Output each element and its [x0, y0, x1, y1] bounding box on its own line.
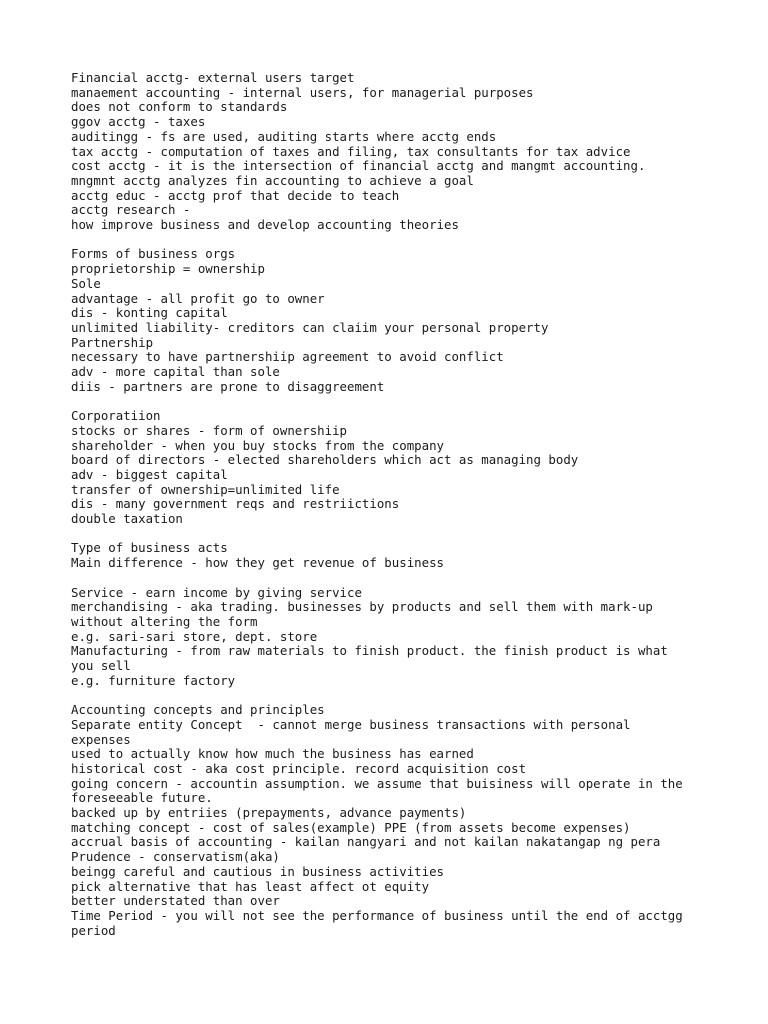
blank-line [71, 233, 696, 248]
text-line: going concern - accountin assumption. we assume that buisiness will operate in the [71, 775, 683, 791]
text-line: you sell [71, 658, 131, 674]
text-line: auditingg - fs are used, auditing starts where acctg ends [71, 128, 497, 144]
text-line: foreseeable future. [71, 790, 213, 806]
blank-line [71, 394, 696, 409]
text-line: cost acctg - it is the intersection of financial acctg and mangmt accounting. [71, 158, 646, 174]
text-line: used to actually know how much the business has earned [71, 746, 474, 762]
text-line: unlimited liability- creditors can claiim your personal property [71, 319, 549, 335]
text-line: double taxation [71, 511, 183, 527]
text-line: Main difference - how they get revenue of business [71, 555, 444, 571]
text-line: Separate entity Concept - cannot merge business transactions with personal [71, 716, 631, 732]
text-line: without altering the form [71, 613, 258, 629]
document-page [71, 71, 696, 938]
text-line: dis - konting capital [71, 305, 228, 321]
text-line: mngmnt acctg analyzes fin accounting to achieve a goal [71, 172, 474, 188]
text-line: e.g. sari-sari store, dept. store [71, 628, 318, 644]
section-heading: Corporatiion [71, 408, 161, 424]
text-line: backed up by entriies (prepayments, advance payments) [71, 805, 467, 821]
text-line: Service - earn income by giving service [71, 584, 362, 600]
text-line: matching concept - cost of sales(example) PPE (from assets become expenses) [71, 819, 631, 835]
text-line: stocks or shares - form of ownershiip [71, 422, 348, 438]
text-line: e.g. furniture factory [71, 672, 236, 688]
section-heading: Forms of business orgs [71, 246, 236, 262]
text-line: acctg research - [71, 202, 191, 218]
text-line: Time Period - you will not see the performance of business until the end of acctgg [71, 908, 683, 923]
text-line: does not conform to standards [71, 99, 288, 115]
text-line: diis - partners are prone to disaggreement [71, 378, 385, 394]
text-line: merchandising - aka trading. businesses by products and sell them with mark-up [71, 599, 653, 615]
text-line: Sole [71, 275, 101, 291]
text-line: dis - many government reqs and restriictions [71, 496, 400, 512]
text-line: transfer of ownership=unlimited life [71, 481, 340, 497]
text-line: proprietorship = ownership [71, 261, 265, 277]
text-line: pick alternative that has least affect ot equity [71, 878, 430, 894]
text-line: shareholder - when you buy stocks from the company [71, 437, 444, 453]
blank-line [71, 527, 696, 542]
text-line: historical cost - aka cost principle. record acquisition cost [71, 760, 527, 776]
text-line: how improve business and develop accounting theories [71, 217, 459, 233]
text-line: manaement accounting - internal users, for managerial purposes [71, 84, 534, 100]
section-heading: Accounting concepts and principles [71, 702, 325, 718]
text-line: necessary to have partnershiip agreement to avoid conflict [71, 349, 504, 365]
text-line: Partnership [71, 334, 154, 350]
text-line: board of directors - elected shareholders which act as managing body [71, 452, 579, 468]
blank-line [71, 571, 696, 586]
text-line: advantage - all profit go to owner [71, 290, 325, 306]
text-line: Manufacturing - from raw materials to finish product. the finish product is what [71, 643, 668, 659]
text-line: accrual basis of accounting - kailan nangyari and not kailan nakatangap ng pera [71, 834, 661, 850]
text-line: expenses [71, 731, 131, 747]
text-line: period [71, 922, 116, 938]
text-line: Prudence - conservatism(aka) [71, 849, 280, 865]
text-line: ggov acctg - taxes [71, 114, 206, 130]
text-line: acctg educ - acctg prof that decide to teach [71, 187, 400, 203]
text-line: tax acctg - computation of taxes and filing, tax consultants for tax advice [71, 143, 631, 159]
text-line: better understated than over [71, 893, 280, 909]
section-heading: Type of business acts [71, 540, 228, 556]
blank-line [71, 688, 696, 703]
text-line: adv - more capital than sole [71, 364, 280, 380]
text-line: adv - biggest capital [71, 466, 228, 482]
text-line: Financial acctg- external users target [71, 70, 355, 85]
text-line: beingg careful and cautious in business activities [71, 863, 444, 879]
